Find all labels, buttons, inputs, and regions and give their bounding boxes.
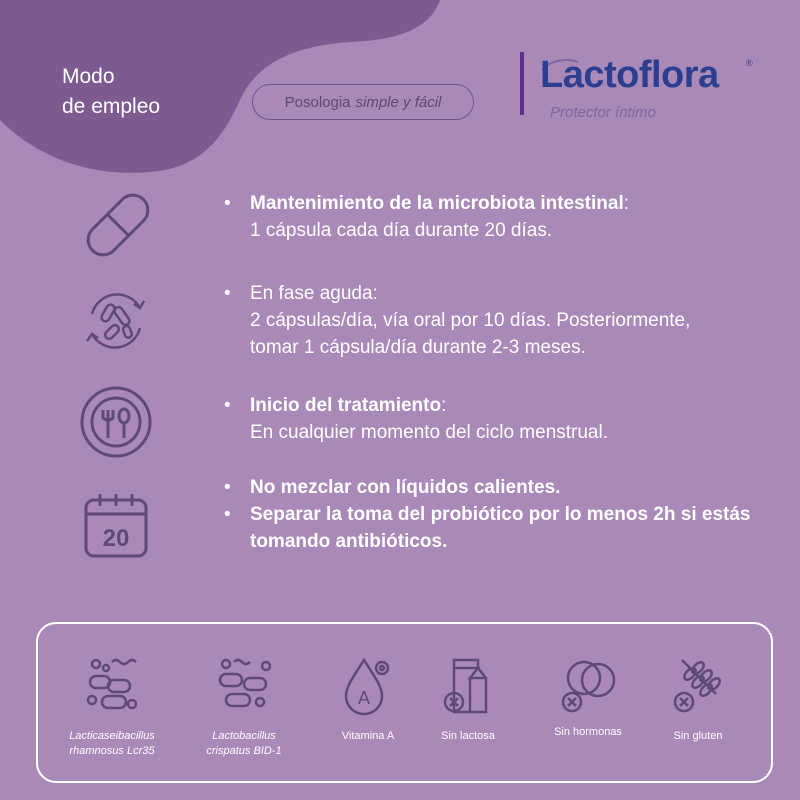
bacteria-cycle-icon [74,284,158,358]
calendar-icon [80,490,152,562]
feature-no-hormones [538,654,638,740]
instruction-maintenance: • Mantenimiento de la microbiota intestinal: 1 cápsula cada día durante 20 días. [224,190,629,244]
instruction-heading: Mantenimiento de la microbiota intestinal [250,193,624,214]
page-title [62,62,160,122]
instruction-acute-phase: • En fase aguda: 2 cápsulas/día, vía oral por 10 días. Posteriormente, tomar 1 cápsula/día durante 2-3 meses. [224,280,690,361]
instruction-colon: : [441,395,447,416]
meal-plate-icon [76,384,156,460]
feature-label: Sin lactosa [441,730,495,742]
page-title-line2: de empleo [62,95,161,118]
feature-no-gluten [648,654,748,744]
instruction-heading: Inicio del tratamiento [250,395,442,416]
instruction-text: tomar 1 cápsula/día durante 2-3 meses. [250,337,586,358]
no-gluten-icon [670,654,726,716]
instruction-warnings: • No mezclar con líquidos calientes. • Separar la toma del probiótico por lo menos 2h si estás tomando antibióticos. [224,474,764,555]
instruction-text: 2 cápsulas/día, vía oral por 10 días. Posteriormente, [250,310,691,331]
instruction-heading: En fase aguda: [250,283,378,304]
brand-name: Lactoflora [540,54,719,96]
feature-no-lactose [418,654,518,744]
feature-vitamin-a [318,654,418,744]
pill-italic-text: simple y fácil [355,93,442,111]
no-lactose-icon [440,654,496,716]
capsule-icon [78,190,158,260]
brand-tagline: Protector íntimo [550,104,656,121]
feature-crispatus [184,654,304,759]
dosage-pill [252,84,474,120]
brand-bar [520,52,524,115]
instruction-treatment-start: • Inicio del tratamiento: En cualquier momento del ciclo menstrual. [224,392,608,446]
feature-label: Vitamina A [341,730,395,742]
drop-letter: A [357,688,371,708]
instruction-colon: : [623,193,630,214]
warning-antibiotics: Separar la toma del probiótico por lo menos 2h si estás tomando antibióticos. [250,504,751,552]
instruction-text: 1 cápsula cada día durante 20 días. [250,220,553,241]
feature-label-line2: crispatus BID-1 [206,745,282,757]
feature-label-line1: Lactobacillus [212,730,276,742]
brand-logo [520,52,760,122]
feature-label: Sin hormonas [554,726,622,738]
features-panel [36,622,773,783]
probiotic-strain-icon [82,654,142,716]
page-title-line1: Modo [62,65,115,88]
no-hormones-icon [558,654,618,716]
feature-label-line2: rhamnosus Lcr35 [69,745,155,757]
probiotic-strain-icon [214,654,274,716]
pill-regular-text: Posologia [284,93,351,111]
feature-rhamnosus [52,654,172,759]
vitamin-a-drop-icon [340,654,396,716]
instruction-text: En cualquier momento del ciclo menstrual. [250,422,609,443]
calendar-day: 20 [102,525,130,552]
feature-label: Sin gluten [673,730,723,742]
brand-registered-mark: ® [746,58,753,68]
feature-label-line1: Lacticaseibacillus [69,730,155,742]
warning-hot-liquids: No mezclar con líquidos calientes. [250,477,561,498]
